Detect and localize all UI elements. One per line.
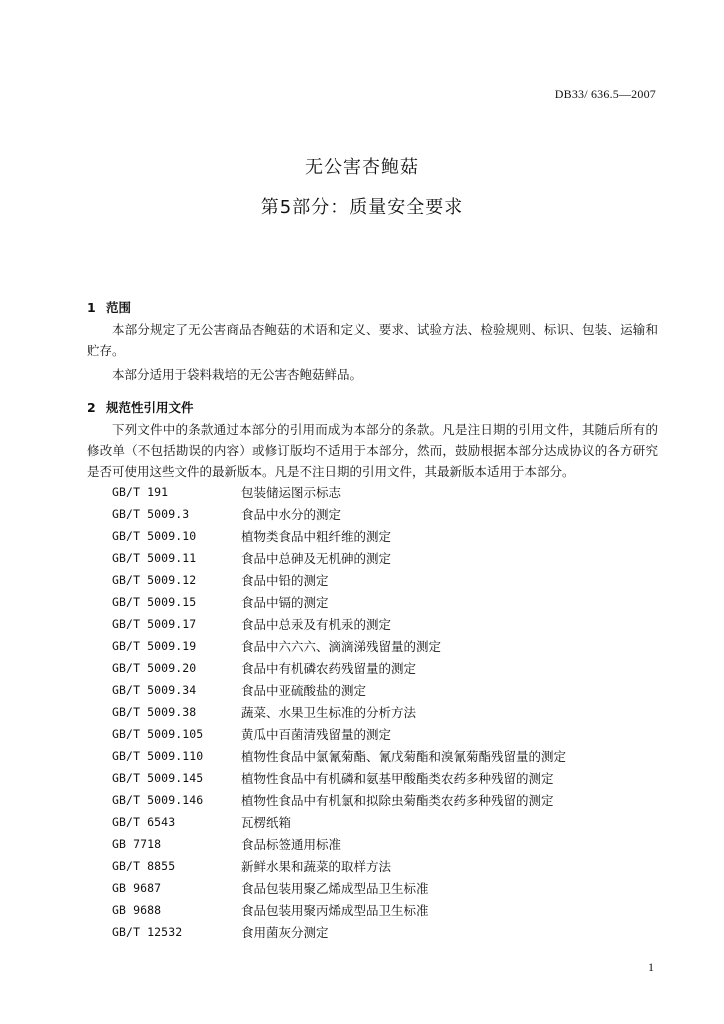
reference-item	[112, 617, 672, 639]
reference-item	[112, 859, 672, 881]
reference-item	[112, 507, 672, 529]
reference-code: GB/T 5009.145	[112, 771, 204, 785]
reference-code: GB/T 12532	[112, 925, 183, 939]
reference-item	[112, 837, 672, 859]
reference-code: GB/T 8855	[112, 859, 176, 873]
reference-item	[112, 639, 672, 661]
reference-list	[112, 485, 672, 947]
reference-title: 蔬菜、水果卫生标准的分析方法	[241, 705, 417, 720]
reference-code: GB 7718	[112, 837, 162, 851]
reference-title: 食品中有机磷农药残留量的测定	[241, 661, 417, 676]
reference-item	[112, 749, 672, 771]
page-number: 1	[648, 960, 654, 974]
reference-code: GB/T 5009.10	[112, 529, 197, 543]
reference-item	[112, 771, 672, 793]
reference-title: 食品中镉的测定	[241, 595, 329, 610]
reference-code: GB/T 5009.15	[112, 595, 197, 609]
section-title: 规范性引用文件	[106, 400, 194, 415]
reference-code: GB/T 5009.3	[112, 507, 190, 521]
section-number: 2	[87, 400, 96, 415]
section-heading-scope	[87, 298, 131, 316]
reference-code: GB/T 5009.11	[112, 551, 197, 565]
document-title: 无公害杏鲍菇	[305, 157, 419, 178]
reference-item	[112, 573, 672, 595]
reference-item	[112, 683, 672, 705]
reference-item	[112, 793, 672, 815]
document-subtitle: 第5部分：质量安全要求	[260, 197, 464, 218]
reference-title: 食品标签通用标准	[241, 837, 342, 852]
scope-paragraph-2: 本部分适用于袋料栽培的无公害杏鲍菇鲜品。	[112, 367, 363, 382]
section-number: 1	[87, 300, 96, 315]
reference-code: GB/T 5009.19	[112, 639, 197, 653]
reference-title: 植物性食品中氯氰菊酯、氰戊菊酯和溴氰菊酯残留量的测定	[241, 749, 567, 764]
standard-code: DB33/ 636.5—2007	[554, 87, 656, 101]
reference-item	[112, 551, 672, 573]
reference-item	[112, 903, 672, 925]
reference-item	[112, 925, 672, 947]
reference-item	[112, 595, 672, 617]
reference-title: 黄瓜中百菌清残留量的测定	[241, 727, 392, 742]
reference-code: GB/T 5009.17	[112, 617, 197, 631]
reference-code: GB/T 5009.38	[112, 705, 197, 719]
reference-title: 新鲜水果和蔬菜的取样方法	[241, 859, 392, 874]
section-title: 范围	[106, 300, 132, 315]
reference-title: 食品包装用聚乙烯成型品卫生标准	[241, 881, 429, 896]
reference-item	[112, 881, 672, 903]
reference-title: 瓦楞纸箱	[241, 815, 292, 830]
reference-title: 食品中总汞及有机汞的测定	[241, 617, 392, 632]
reference-code: GB/T 5009.20	[112, 661, 197, 675]
reference-item	[112, 529, 672, 551]
reference-item	[112, 815, 672, 837]
scope-paragraph-1: 本部分规定了无公害商品杏鲍菇的术语和定义、要求、试验方法、检验规则、标识、包装、运输和贮存。	[87, 322, 658, 358]
reference-item	[112, 661, 672, 683]
reference-code: GB/T 191	[112, 485, 169, 499]
reference-code: GB/T 5009.110	[112, 749, 204, 763]
reference-title: 食品中水分的测定	[241, 507, 342, 522]
reference-code: GB/T 6543	[112, 815, 176, 829]
section-heading-normative-references	[87, 398, 194, 416]
reference-code: GB 9688	[112, 903, 162, 917]
reference-title: 植物性食品中有机氯和拟除虫菊酯类农药多种残留的测定	[241, 793, 554, 808]
reference-title: 食品中铅的测定	[241, 573, 329, 588]
reference-code: GB/T 5009.12	[112, 573, 197, 587]
reference-item	[112, 485, 672, 507]
reference-title: 食品中总砷及无机砷的测定	[241, 551, 392, 566]
reference-title: 食品中六六六、滴滴涕残留量的测定	[241, 639, 442, 654]
reference-title: 植物类食品中粗纤维的测定	[241, 529, 392, 544]
normative-paragraph: 下列文件中的条款通过本部分的引用而成为本部分的条款。凡是注日期的引用文件，其随后所有的修改单（不包括勘误的内容）或修订版均不适用于本部分，然而，鼓励根据本部分达成协议的各方研究是否可使用这些文件的最新版本。凡是不注日期的引用文件，其最新版本适用于本部分。	[87, 422, 658, 479]
reference-item	[112, 727, 672, 749]
reference-code: GB/T 5009.105	[112, 727, 204, 741]
reference-code: GB/T 5009.34	[112, 683, 197, 697]
reference-item	[112, 705, 672, 727]
reference-title: 植物性食品中有机磷和氨基甲酸酯类农药多种残留的测定	[241, 771, 554, 786]
reference-title: 食品包装用聚丙烯成型品卫生标准	[241, 903, 429, 918]
reference-code: GB 9687	[112, 881, 162, 895]
reference-title: 包装储运图示标志	[241, 485, 342, 500]
reference-code: GB/T 5009.146	[112, 793, 204, 807]
reference-title: 食品中亚硫酸盐的测定	[241, 683, 367, 698]
reference-title: 食用菌灰分测定	[241, 925, 329, 940]
